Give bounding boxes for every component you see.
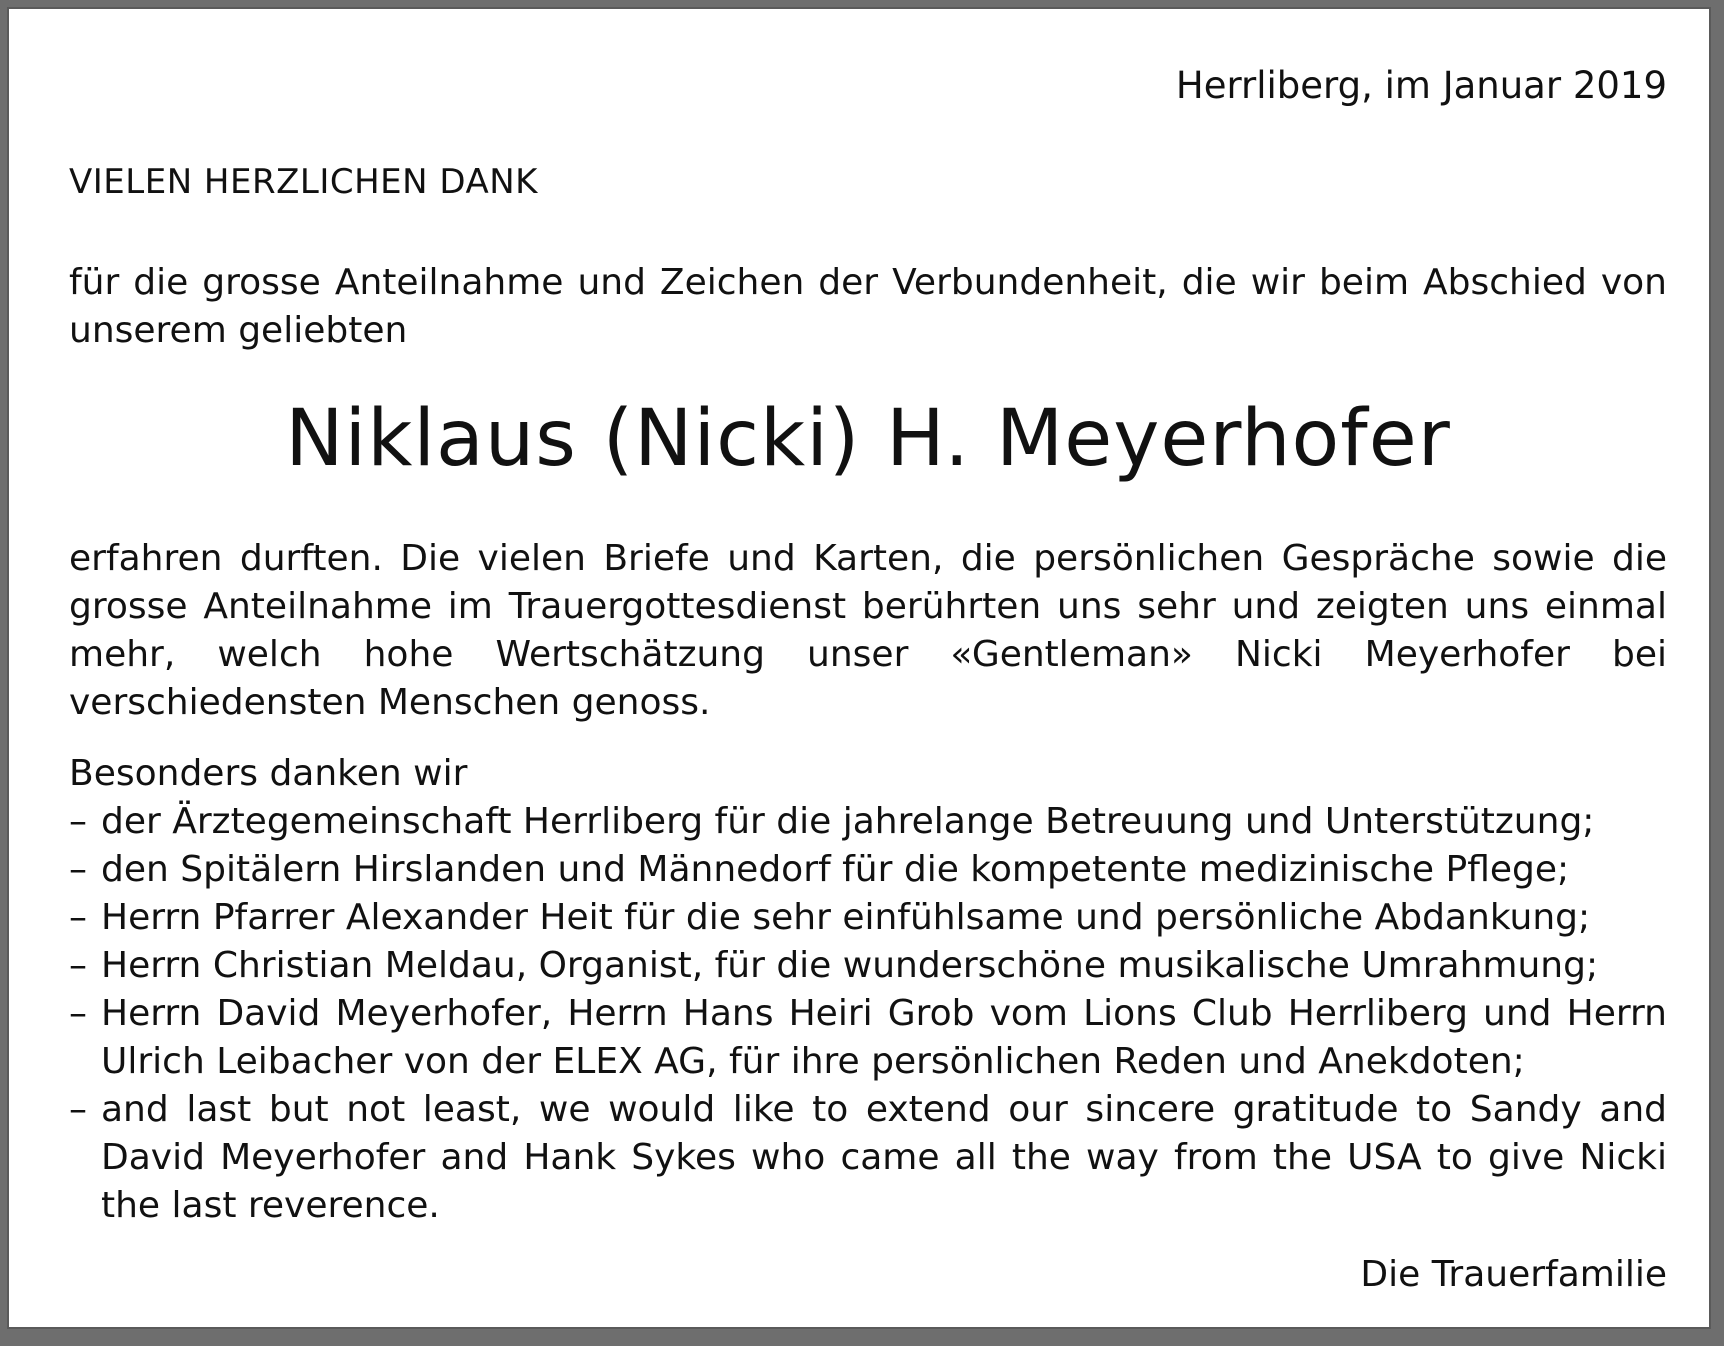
list-item-text: Herrn David Meyerhofer, Herrn Hans Heiri Grob vom Lions Club Herrliberg und Herrn Ulrich Leibacher von der ELEX AG, für ihre persönlichen Reden und Anekdoten; [101,993,1667,1082]
list-item-text: Herrn Christian Meldau, Organist, für die wunderschöne musikalische Umrahmung; [101,945,1599,986]
list-item-text: Herrn Pfarrer Alexander Heit für die sehr einfühlsame und persönliche Abdankung; [101,897,1591,938]
list-item-text: den Spitälern Hirslanden und Männedorf für die kompetente medizinische Pflege; [101,849,1570,890]
list-item [69,1086,1667,1230]
dash-bullet: – [69,993,87,1034]
dash-bullet: – [69,897,87,938]
deceased-name: Niklaus (Nicki) H. Meyerhofer [285,394,1451,484]
thanks-list [69,798,1667,1230]
list-item [69,798,1667,846]
list-item [69,846,1667,894]
body-text: erfahren durften. Die vielen Briefe und Karten, die persönlichen Gespräche sowie die grosse Anteilnahme im Trauergottesdienst berührten uns sehr und zeigten uns einmal mehr, welch hohe Wertschätzung unser «Gentleman» Nicki Meyerhofer bei verschiedensten Menschen genoss. [69,538,1667,723]
dash-bullet: – [69,1089,87,1130]
list-item-text: and last but not least, we would like to extend our sincere gratitude to Sandy and David Meyerhofer and Hank Sykes who came all the way from the USA to give Nicki the last reverence. [101,1089,1667,1226]
list-item [69,990,1667,1086]
heading: VIELEN HERZLICHEN DANK [69,162,538,202]
dash-bullet: – [69,801,87,842]
intro-text: für die grosse Anteilnahme und Zeichen der Verbundenheit, die wir beim Abschied von unserem geliebten [69,262,1667,351]
thanks-intro: Besonders danken wir [69,753,468,794]
dash-bullet: – [69,849,87,890]
list-item [69,942,1667,990]
list-item [69,894,1667,942]
signature: Die Trauerfamilie [1360,1254,1667,1295]
list-item-text: der Ärztegemeinschaft Herrliberg für die jahrelange Betreuung und Unterstützung; [101,801,1595,842]
document-page [7,7,1711,1329]
place-date: Herrliberg, im Januar 2019 [1175,64,1667,107]
dash-bullet: – [69,945,87,986]
